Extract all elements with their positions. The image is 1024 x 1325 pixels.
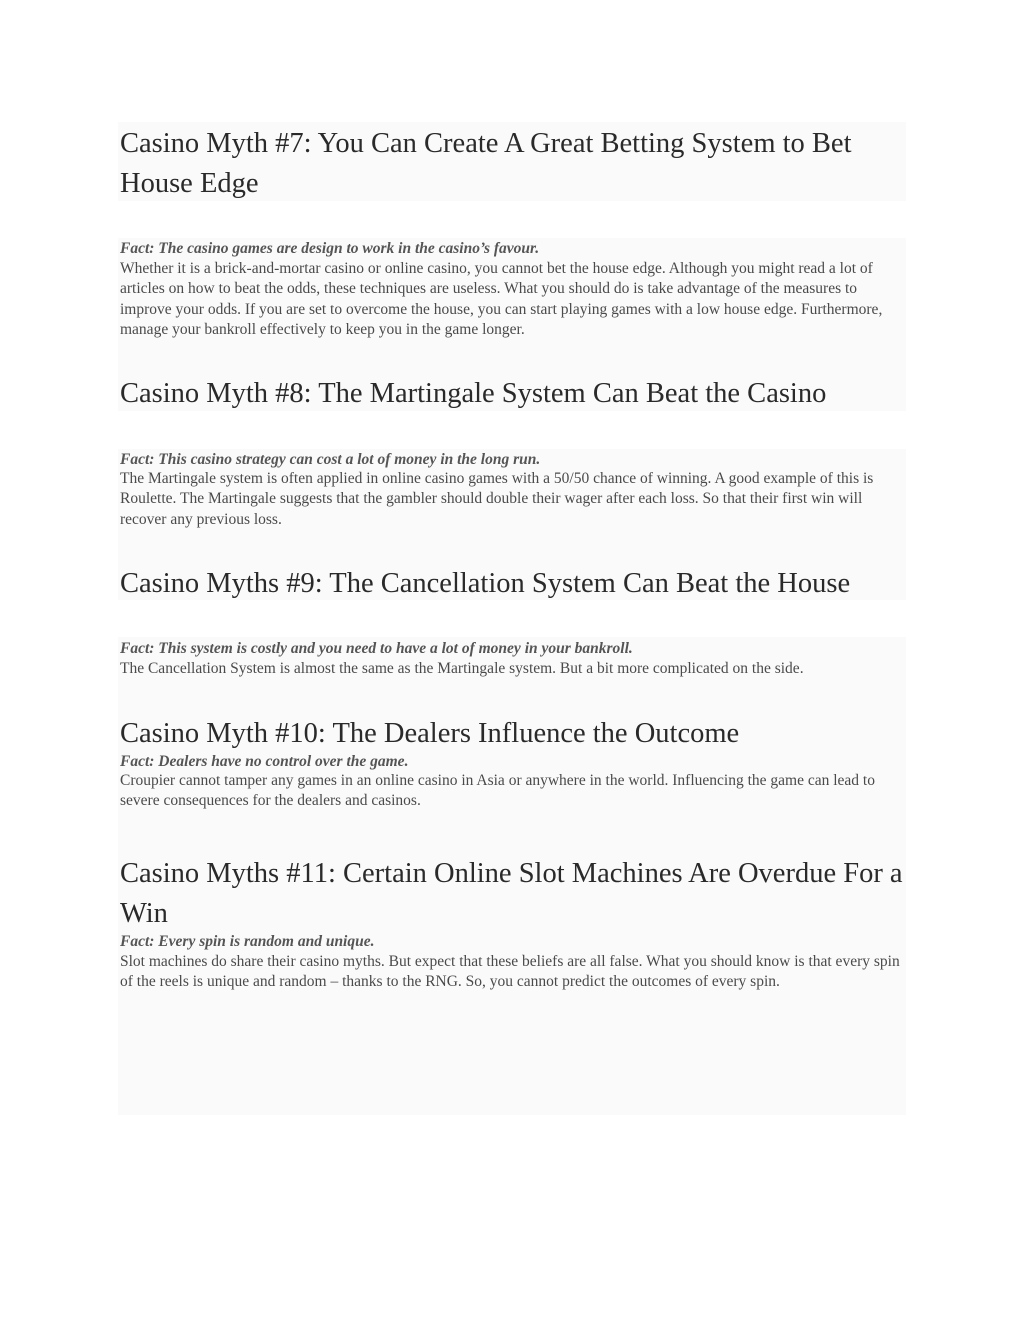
myth-10-heading: Casino Myth #10: The Dealers Influence the Outcome [120,718,740,749]
myth-10-fact: Fact: Dealers have no control over the game. [120,753,409,770]
myth-7-body: Whether it is a brick-and-mortar casino or online casino, you cannot bet the house edge. Although you might read a lot of articles on how to beat the odds, these techniques are useless. What you should do is take advantage of the measures to improve your odds. If you are set to overcome the house, you can start playing games with a low house edge. Furthermore, manage your bankroll effectively to keep you in the game longer. [120,260,883,338]
myth-11-heading: Casino Myths #11: Certain Online Slot Machines Are Overdue For a Win [120,858,903,929]
myth-11-fact: Fact: Every spin is random and unique. [120,933,375,950]
myth-7-fact: Fact: The casino games are design to work in the casino’s favour. [120,240,540,257]
myth-8-heading: Casino Myth #8: The Martingale System Can Beat the Casino [120,378,827,409]
myth-7-heading: Casino Myth #7: You Can Create A Great Betting System to Bet House Edge [120,128,852,199]
myth-9-body: The Cancellation System is almost the same as the Martingale system. But a bit more complicated on the side. [120,660,804,677]
myth-9-fact: Fact: This system is costly and you need to have a lot of money in your bankroll. [120,640,633,657]
myth-8-body: The Martingale system is often applied in online casino games with a 50/50 chance of winning. A good example of this is Roulette. The Martingale suggests that the gambler should double their wager after each loss. So that their first win will recover any previous loss. [120,470,874,528]
myth-8-fact: Fact: This casino strategy can cost a lot of money in the long run. [120,451,541,468]
myth-10-body: Croupier cannot tamper any games in an online casino in Asia or anywhere in the world. Influencing the game can lead to severe consequences for the dealers and casinos. [120,772,875,810]
myth-11-body: Slot machines do share their casino myths. But expect that these beliefs are all false. What you should know is that every spin of the reels is unique and random – thanks to the RNG. So, you cannot predict the outcomes of every spin. [120,953,900,991]
myth-9-heading: Casino Myths #9: The Cancellation System Can Beat the House [120,568,851,599]
